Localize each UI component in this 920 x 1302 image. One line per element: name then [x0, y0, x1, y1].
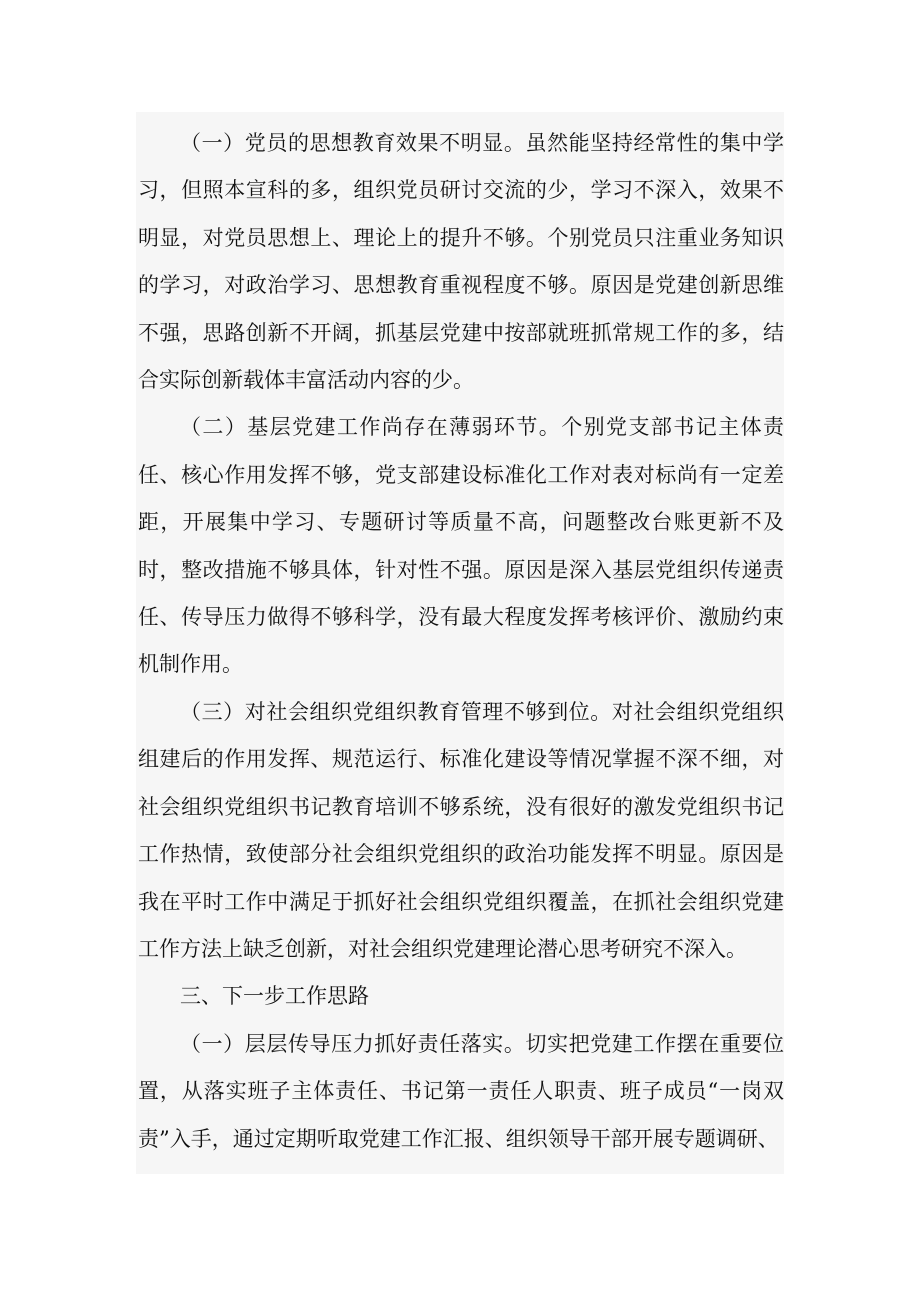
paragraph-problem-1: （一）党员的思想教育效果不明显。虽然能坚持经常性的集中学习，但照本宣科的多，组织党员研讨交流的少，学习不深入，效果不明显，对党员思想上、理论上的提升不够。个别党员只注重业务知识的学习，对政治学习、思想教育重视程度不够。原因是党建创新思维不强，思路创新不开阔，抓基层党建中按部就班抓常规工作的多，结合实际创新载体丰富活动内容的少。 [138, 131, 784, 393]
document-page [136, 112, 784, 1174]
paragraph-problem-2: （二）基层党建工作尚存在薄弱环节。个别党支部书记主体责任、核心作用发挥不够，党支部建设标准化工作对表对标尚有一定差距，开展集中学习、专题研讨等质量不高，问题整改台账更新不及时，整改措施不够具体，针对性不强。原因是深入基层党组织传递责任、传导压力做得不够科学，没有最大程度发挥考核评价、激励约束机制作用。 [138, 415, 784, 677]
document-body [138, 120, 784, 1163]
section-heading-next-steps: 三、下一步工作思路 [180, 984, 369, 1009]
paragraph-problem-3: （三）对社会组织党组织教育管理不够到位。对社会组织党组织组建后的作用发挥、规范运行、标准化建设等情况掌握不深不细，对社会组织党组织书记教育培训不够系统，没有很好的激发党组织书记工作热情，致使部分社会组织党组织的政治功能发挥不明显。原因是我在平时工作中满足于抓好社会组织党组织覆盖，在抓社会组织党建工作方法上缺乏创新，对社会组织党建理论潜心思考研究不深入。 [138, 699, 784, 961]
paragraph-next-step-1: （一）层层传导压力抓好责任落实。切实把党建工作摆在重要位置，从落实班子主体责任、书记第一责任人职责、班子成员“一岗双责”入手，通过定期听取党建工作汇报、组织领导干部开展专题调研、 [138, 1031, 784, 1151]
